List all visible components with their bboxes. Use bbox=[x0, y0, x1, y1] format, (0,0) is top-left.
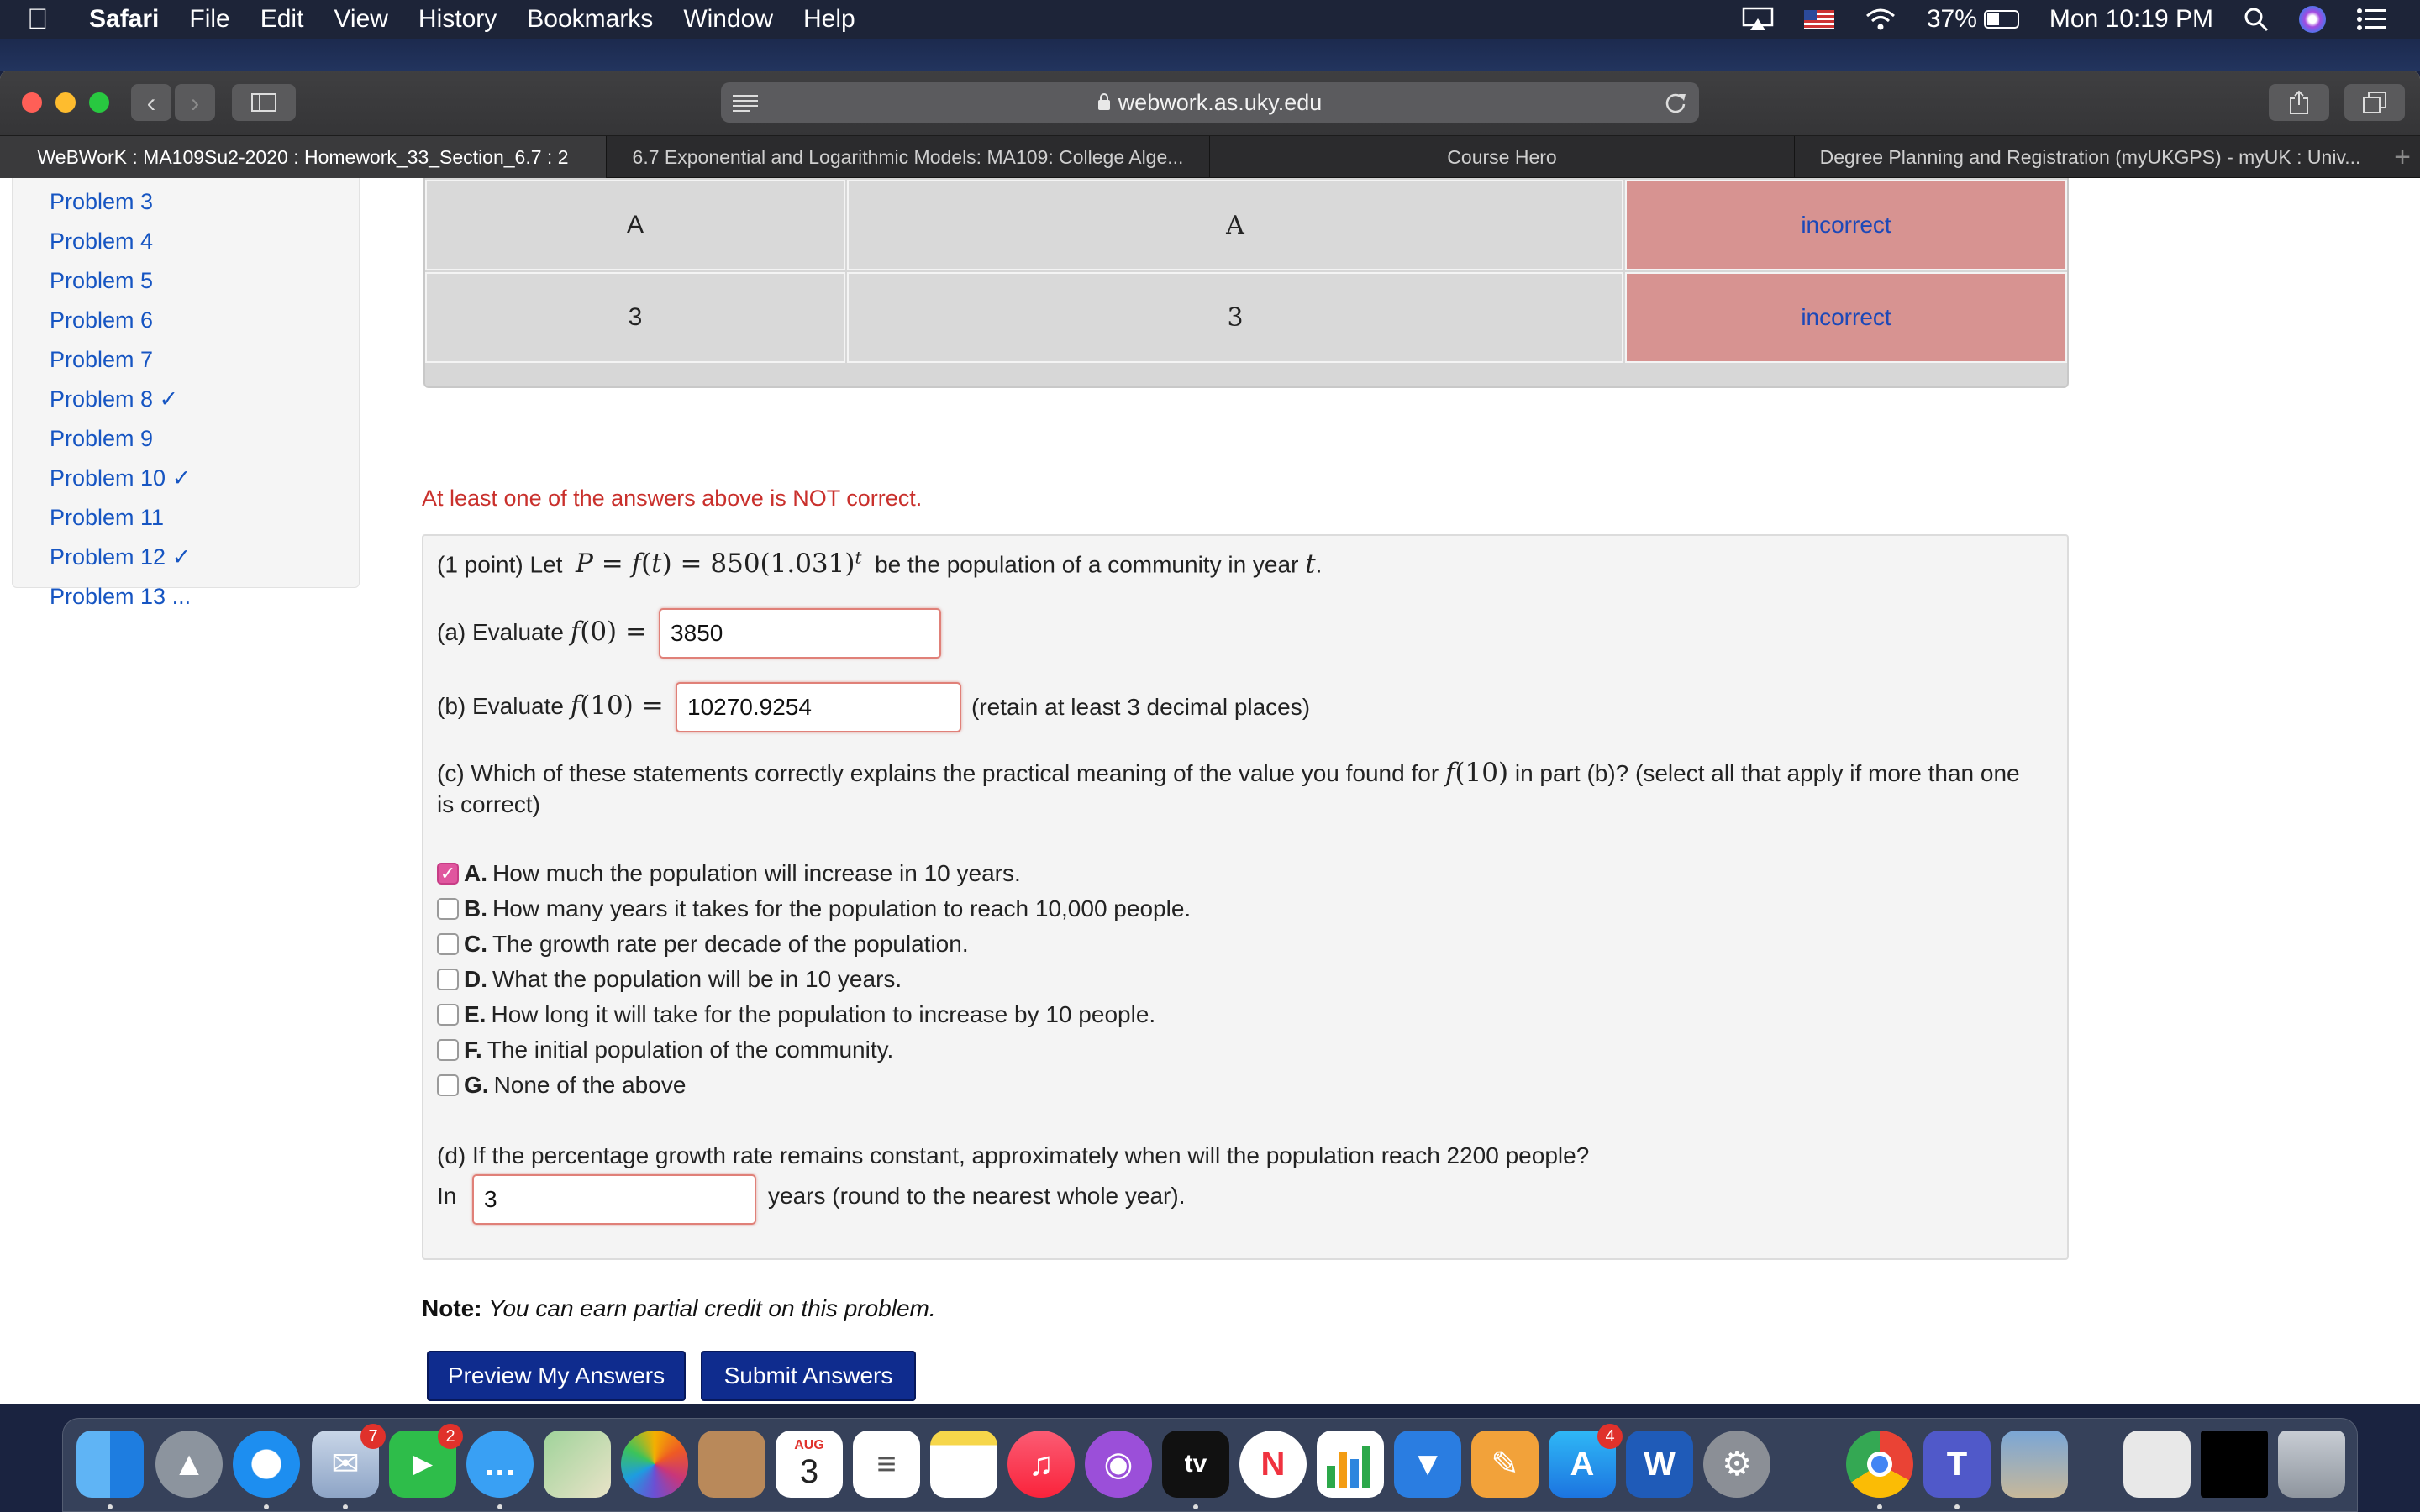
choice-b[interactable] bbox=[437, 895, 1191, 922]
tab-label: WeBWorK : MA109Su2-2020 : Homework_33_Section_6.7 : 2 bbox=[37, 145, 569, 168]
tab-label: Degree Planning and Registration (myUKGPS) - myUK : Univ... bbox=[1819, 145, 2361, 168]
choice-letter: D. bbox=[464, 966, 487, 992]
system-preferences-icon[interactable]: ⚙ bbox=[1703, 1431, 1770, 1498]
tab-webwork[interactable] bbox=[0, 136, 607, 178]
part-c-text: in part (b)? (select all that apply if more than one bbox=[1514, 760, 2020, 786]
tab-label: 6.7 Exponential and Logarithmic Models: MA109: College Alge... bbox=[632, 145, 1184, 168]
menu-help[interactable]: Help bbox=[803, 5, 855, 33]
problem-body bbox=[422, 534, 2069, 1260]
part-c-text: (c) Which of these statements correctly explains the practical meaning of the value you found for bbox=[437, 760, 1439, 786]
calendar-month: AUG bbox=[794, 1437, 824, 1452]
back-button[interactable] bbox=[131, 84, 171, 121]
menu-window[interactable]: Window bbox=[683, 5, 774, 33]
menu-bar bbox=[0, 0, 2420, 39]
running-indicator bbox=[1954, 1504, 1960, 1509]
share-icon bbox=[2288, 90, 2310, 115]
news-icon[interactable]: N bbox=[1239, 1431, 1307, 1498]
teams-letter: T bbox=[1946, 1445, 1968, 1483]
preview-answers-button[interactable]: Preview My Answers bbox=[427, 1351, 686, 1401]
partial-credit-note bbox=[422, 1295, 936, 1322]
photos-icon[interactable] bbox=[621, 1431, 688, 1498]
battery-icon bbox=[1984, 10, 2019, 29]
part-a-answer-input[interactable] bbox=[659, 608, 941, 659]
checkbox[interactable] bbox=[437, 1074, 459, 1096]
running-indicator bbox=[343, 1504, 348, 1509]
sidebar-toggle-button[interactable] bbox=[232, 84, 296, 121]
running-indicator bbox=[264, 1504, 269, 1509]
part-b-answer-input[interactable] bbox=[676, 682, 961, 732]
reader-view-icon[interactable] bbox=[733, 93, 758, 112]
tab-exponential-models[interactable] bbox=[607, 136, 1210, 178]
choice-c[interactable] bbox=[437, 931, 969, 958]
preview-icon[interactable] bbox=[2001, 1431, 2068, 1498]
choice-text: How many years it takes for the population to reach 10,000 people. bbox=[492, 895, 1192, 921]
battery-status[interactable] bbox=[1927, 5, 2019, 34]
pages-icon[interactable]: ✎ bbox=[1471, 1431, 1539, 1498]
contacts-icon[interactable] bbox=[698, 1431, 765, 1498]
menu-view[interactable]: View bbox=[334, 5, 388, 33]
choice-g[interactable] bbox=[437, 1072, 686, 1099]
problem-link-11[interactable]: Problem 11 bbox=[50, 505, 165, 530]
lock-icon bbox=[1098, 100, 1110, 110]
answer-preview-cell: 3 bbox=[847, 272, 1623, 363]
entered-answer-cell: 3 bbox=[425, 272, 845, 363]
page-content bbox=[0, 178, 2420, 1404]
browser-toolbar bbox=[0, 71, 2420, 136]
choice-e[interactable] bbox=[437, 1001, 1155, 1028]
part-a-text: (a) Evaluate bbox=[437, 619, 564, 645]
part-b-hint: (retain at least 3 decimal places) bbox=[971, 694, 1311, 720]
problem-link-9[interactable]: Problem 9 bbox=[50, 426, 154, 451]
choice-letter: A. bbox=[464, 860, 487, 886]
new-tab-button[interactable] bbox=[2386, 136, 2418, 178]
calendar-day: 3 bbox=[799, 1452, 819, 1490]
choice-text: What the population will be in 10 years. bbox=[492, 966, 902, 992]
tab-course-hero[interactable] bbox=[1210, 136, 1795, 178]
running-indicator bbox=[497, 1504, 502, 1509]
reload-icon[interactable] bbox=[1664, 91, 1687, 114]
result-cell: incorrect bbox=[1625, 180, 2067, 270]
keynote-icon[interactable]: ▼ bbox=[1394, 1431, 1461, 1498]
url-text: webwork.as.uky.edu bbox=[1118, 89, 1323, 115]
problem-link-7[interactable]: Problem 7 bbox=[50, 347, 154, 372]
chrome-icon[interactable] bbox=[1846, 1431, 1913, 1498]
choice-letter: B. bbox=[464, 895, 487, 921]
tv-label: tv bbox=[1184, 1450, 1207, 1478]
problem-link-3[interactable]: Problem 3 bbox=[50, 189, 154, 214]
running-indicator bbox=[1877, 1504, 1882, 1509]
problem-link-6[interactable]: Problem 6 bbox=[50, 307, 154, 333]
choice-letter: E. bbox=[464, 1001, 487, 1027]
address-bar[interactable] bbox=[721, 82, 1699, 123]
share-button[interactable] bbox=[2269, 84, 2329, 121]
siri-icon[interactable] bbox=[2299, 6, 2326, 33]
battery-percent: 37% bbox=[1926, 5, 1977, 33]
problem-link-10[interactable]: Problem 10 ✓ bbox=[50, 465, 192, 491]
part-b-text: (b) Evaluate bbox=[437, 693, 564, 719]
archive-zip-icon[interactable] bbox=[2123, 1431, 2191, 1498]
tab-overview-button[interactable] bbox=[2344, 84, 2405, 121]
population-formula: $P = f(t) = 850(1.031)^t$ bbox=[575, 548, 862, 580]
dock bbox=[62, 1418, 2358, 1512]
tabs-icon bbox=[2363, 92, 2386, 113]
note-text: You can earn partial credit on this problem. bbox=[488, 1295, 936, 1321]
choice-d[interactable] bbox=[437, 966, 902, 993]
intro-text: (1 point) Let bbox=[437, 551, 563, 578]
airplay-icon[interactable] bbox=[1742, 7, 1774, 32]
finder-icon[interactable] bbox=[76, 1431, 144, 1498]
choice-letter: F. bbox=[464, 1037, 482, 1063]
attempt-status-message: At least one of the answers above is NOT correct. bbox=[422, 486, 923, 511]
safari-window bbox=[0, 71, 2420, 1404]
choice-letter: G. bbox=[464, 1072, 489, 1098]
forward-button[interactable] bbox=[175, 84, 215, 121]
choice-f[interactable] bbox=[437, 1037, 893, 1063]
input-source-flag-icon[interactable] bbox=[1804, 10, 1834, 29]
facetime-badge: 2 bbox=[438, 1424, 463, 1449]
checkbox[interactable] bbox=[437, 933, 459, 955]
part-c-question-cont: is correct) bbox=[437, 791, 540, 817]
mail-icon[interactable]: ✉ 7 bbox=[312, 1431, 379, 1498]
variable-t: t bbox=[1305, 549, 1316, 580]
messages-icon[interactable]: … bbox=[466, 1431, 534, 1498]
numbers-icon[interactable] bbox=[1317, 1431, 1384, 1498]
part-d-suffix: years (round to the nearest whole year). bbox=[768, 1183, 1186, 1209]
plus-icon: + bbox=[2394, 140, 2411, 173]
choice-text: None of the above bbox=[493, 1072, 687, 1098]
part-d-question: (d) If the percentage growth rate remains constant, approximately when will the population reach 2200 people? bbox=[437, 1142, 1590, 1168]
problem-intro: (1 point) Let $P = f(t) = 850(1.031)^t$ be the population of a community in year t. bbox=[437, 548, 1323, 580]
bar-chart-icon bbox=[1323, 1441, 1377, 1488]
note-label: Note: bbox=[422, 1295, 482, 1321]
tab-bar bbox=[0, 136, 2420, 178]
desktop-background bbox=[0, 39, 2420, 71]
choice-text: The growth rate per decade of the population. bbox=[492, 931, 969, 957]
problem-link-12[interactable]: Problem 12 ✓ bbox=[50, 544, 192, 570]
submit-answers-button[interactable]: Submit Answers bbox=[701, 1351, 916, 1401]
tv-icon[interactable] bbox=[1162, 1431, 1229, 1498]
microsoft-teams-icon[interactable] bbox=[1923, 1431, 1991, 1498]
entered-answer-cell: A bbox=[425, 180, 845, 270]
checkbox[interactable] bbox=[437, 969, 459, 990]
zoom-window-button[interactable] bbox=[89, 92, 109, 113]
minimize-window-button[interactable] bbox=[55, 92, 76, 113]
chevron-left-icon: ‹ bbox=[146, 87, 156, 118]
calendar-icon[interactable] bbox=[776, 1431, 843, 1498]
checkbox[interactable] bbox=[437, 898, 459, 920]
problem-link-8[interactable]: Problem 8 ✓ bbox=[50, 386, 179, 412]
part-d-prefix: In bbox=[437, 1183, 457, 1209]
choice-letter: C. bbox=[464, 931, 487, 957]
menu-app-name[interactable]: Safari bbox=[89, 5, 160, 33]
menu-bookmarks[interactable]: Bookmarks bbox=[527, 5, 654, 33]
problem-list-sidebar bbox=[12, 178, 360, 609]
checkbox[interactable] bbox=[437, 1004, 459, 1026]
answer-preview-cell: A bbox=[847, 180, 1623, 270]
maps-icon[interactable] bbox=[544, 1431, 611, 1498]
problem-link-13[interactable]: Problem 13 ... bbox=[50, 584, 192, 609]
running-indicator bbox=[1193, 1504, 1198, 1509]
sidebar-icon bbox=[251, 93, 276, 112]
close-window-button[interactable] bbox=[22, 92, 42, 113]
part-b-label: (b) Evaluate f(10) = bbox=[437, 690, 664, 721]
wifi-icon[interactable] bbox=[1865, 7, 1897, 32]
choice-text: The initial population of the community. bbox=[487, 1037, 894, 1063]
app-store-icon[interactable]: A 4 bbox=[1549, 1431, 1616, 1498]
clock[interactable]: Mon 10:19 PM bbox=[2049, 5, 2213, 33]
app-store-badge: 4 bbox=[1597, 1424, 1623, 1449]
choice-a[interactable] bbox=[437, 860, 1021, 887]
music-icon[interactable]: ♫ bbox=[1007, 1431, 1075, 1498]
word-letter: W bbox=[1644, 1445, 1676, 1483]
podcasts-icon[interactable]: ◉ bbox=[1085, 1431, 1152, 1498]
mail-badge: 7 bbox=[360, 1424, 386, 1449]
safari-icon[interactable] bbox=[233, 1431, 300, 1498]
problem-link-5[interactable]: Problem 5 bbox=[50, 268, 154, 293]
tab-degree-planning[interactable] bbox=[1795, 136, 2386, 178]
menu-edit[interactable]: Edit bbox=[260, 5, 304, 33]
checkbox-checked-icon[interactable]: ✓ bbox=[437, 863, 459, 885]
notification-center-icon[interactable] bbox=[2356, 8, 2386, 31]
intro-text: be the population of a community in year bbox=[875, 551, 1299, 578]
menu-history[interactable]: History bbox=[418, 5, 497, 33]
part-d-answer-input[interactable] bbox=[472, 1174, 756, 1225]
running-indicator bbox=[108, 1504, 113, 1509]
result-cell: incorrect bbox=[1625, 272, 2067, 363]
trash-icon[interactable] bbox=[2278, 1431, 2345, 1498]
spotlight-search-icon[interactable] bbox=[2244, 7, 2269, 32]
choice-text: How much the population will increase in 10 years. bbox=[492, 860, 1021, 886]
choice-text: How long it will take for the population to increase by 10 people. bbox=[491, 1001, 1156, 1027]
part-c-question: (c) Which of these statements correctly explains the practical meaning of the value you found for f(10) in part (b)? (select all that apply if more than one bbox=[437, 758, 2020, 788]
microsoft-word-icon[interactable] bbox=[1626, 1431, 1693, 1498]
chevron-right-icon: › bbox=[190, 87, 200, 118]
part-a-label: (a) Evaluate f(0) = bbox=[437, 617, 647, 647]
menu-file[interactable]: File bbox=[189, 5, 230, 33]
facetime-icon[interactable]: ► 2 bbox=[389, 1431, 456, 1498]
reminders-icon[interactable]: ≡ bbox=[853, 1431, 920, 1498]
checkbox[interactable] bbox=[437, 1039, 459, 1061]
problem-link-4[interactable]: Problem 4 bbox=[50, 228, 154, 254]
tab-label: Course Hero bbox=[1447, 145, 1557, 168]
notes-icon[interactable] bbox=[930, 1431, 997, 1498]
launchpad-icon[interactable]: ▲ bbox=[155, 1431, 223, 1498]
attempt-results-table bbox=[424, 178, 2069, 388]
apple-menu-icon[interactable] bbox=[27, 3, 74, 36]
minimized-window-thumbnail[interactable] bbox=[2201, 1431, 2268, 1498]
